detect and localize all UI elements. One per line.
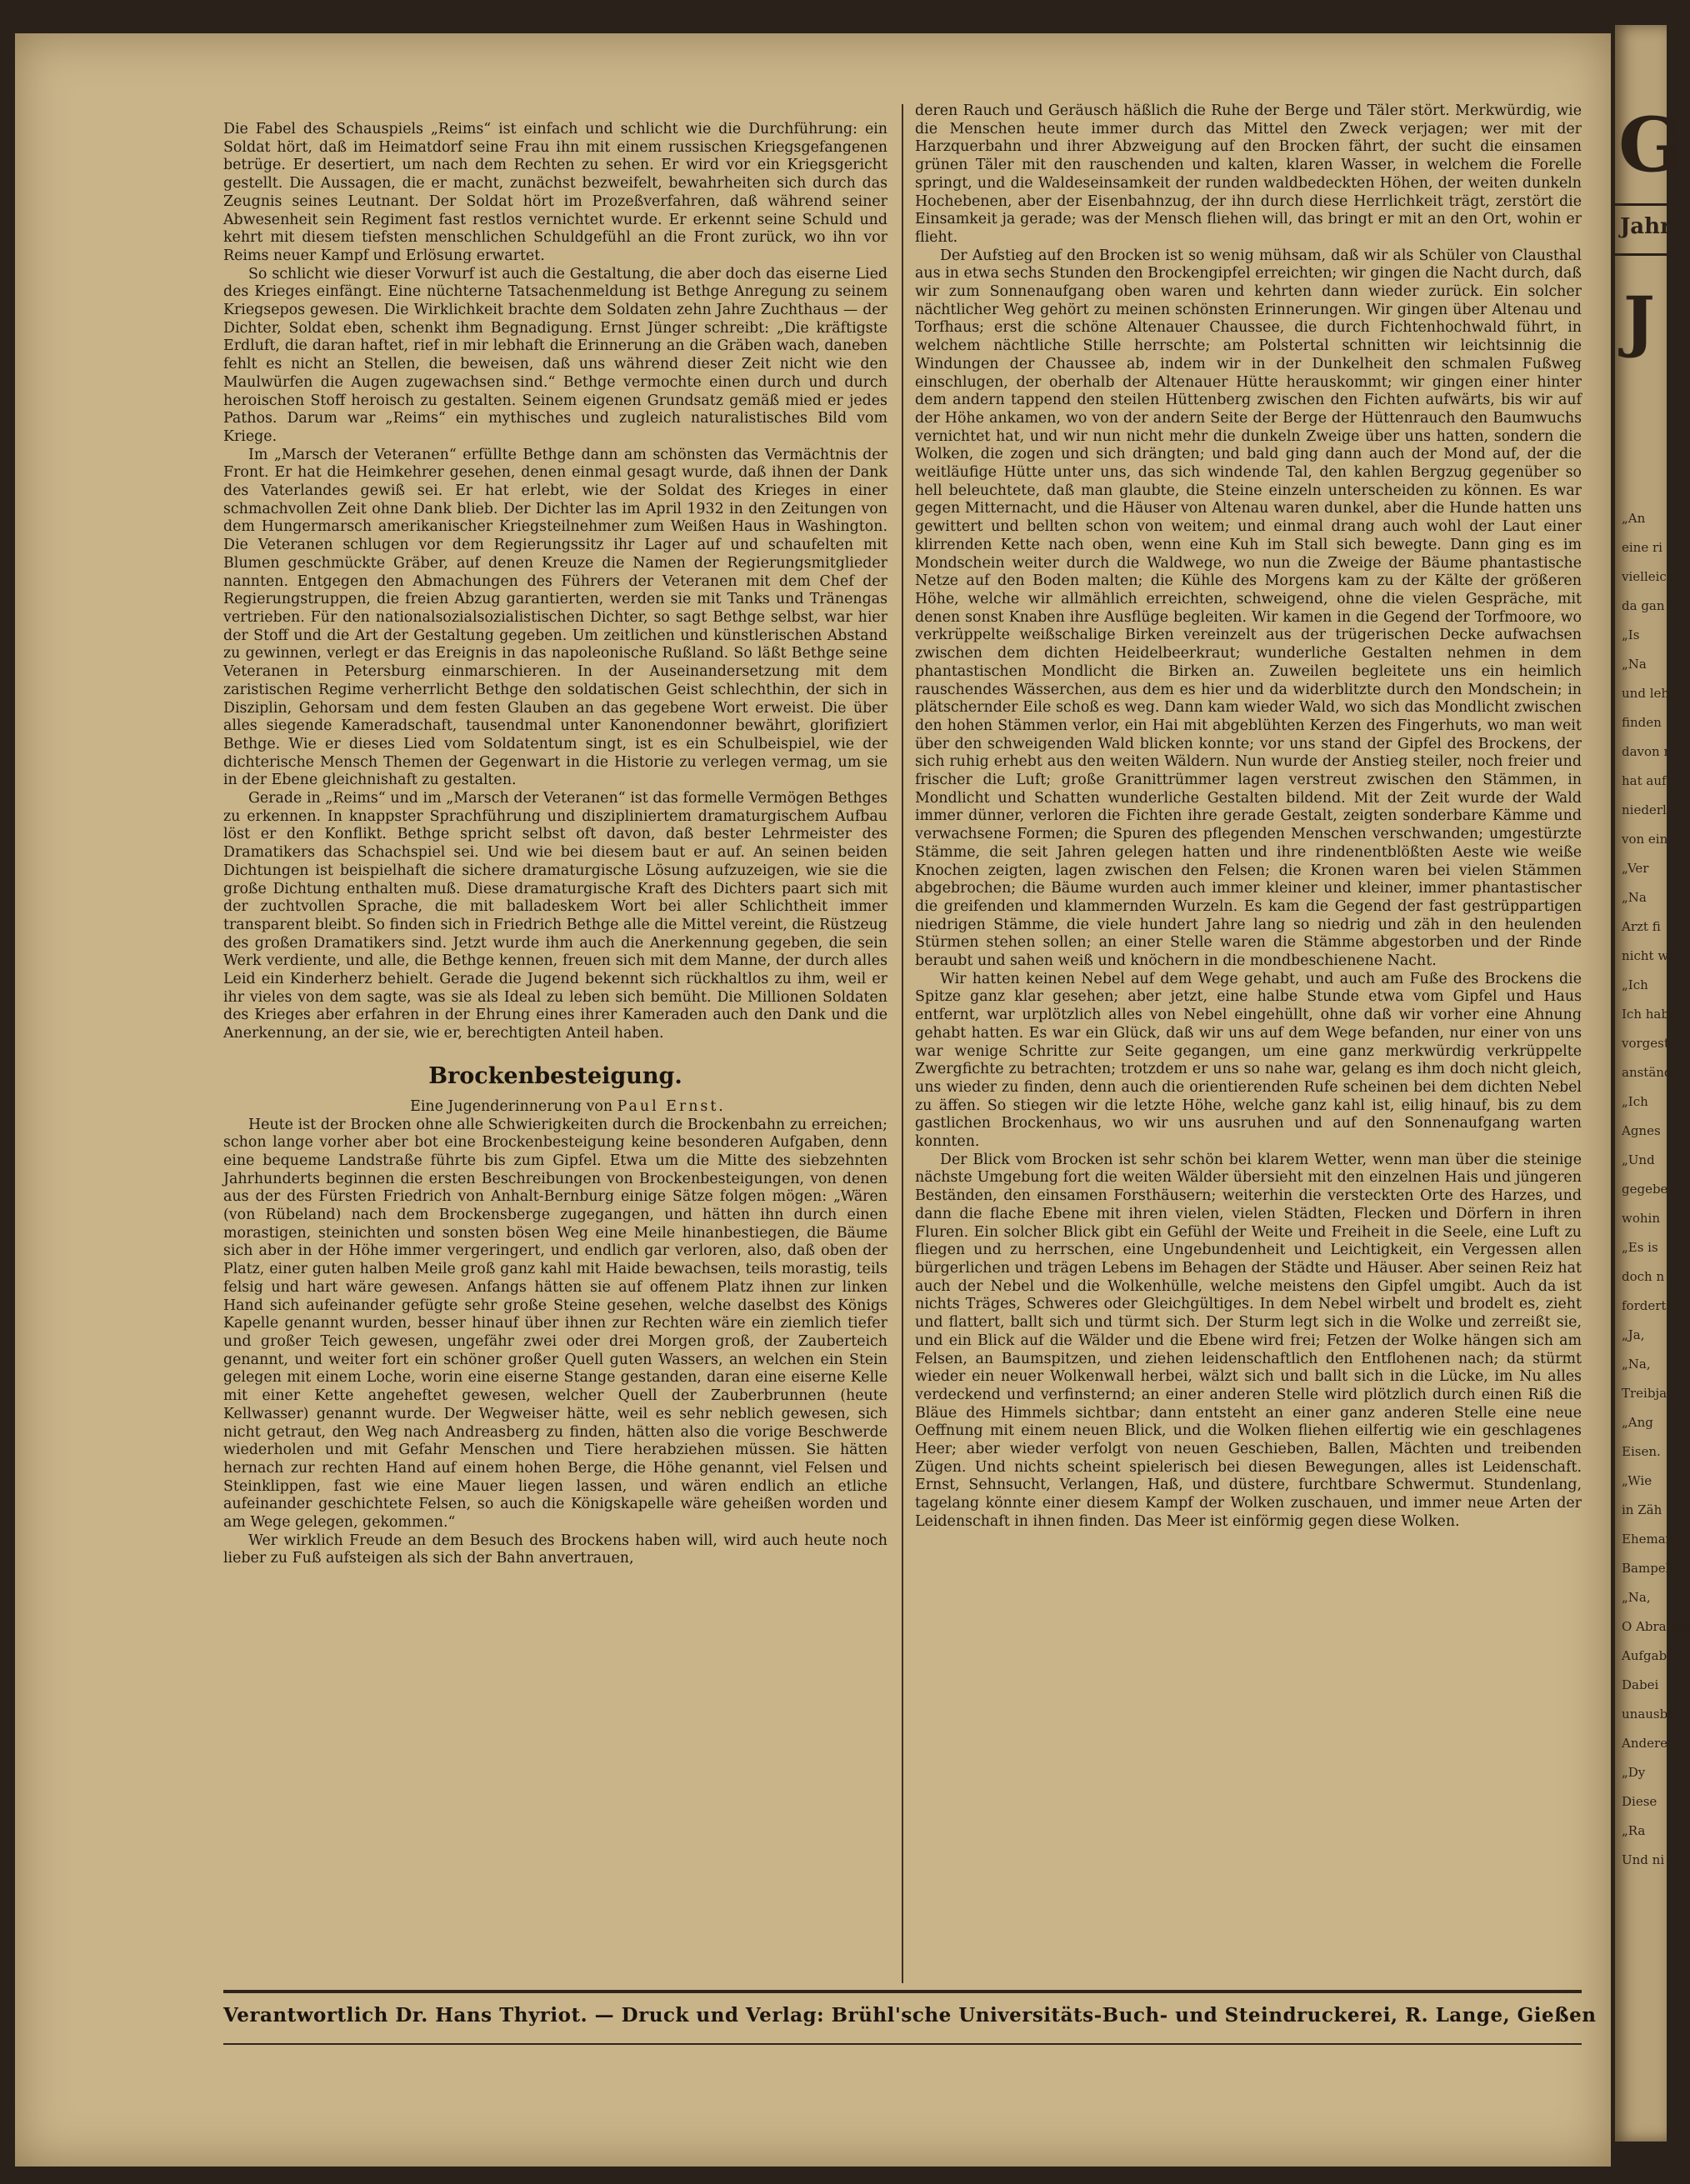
right-column: [915, 102, 1582, 1532]
edge-fragment: Ich habe: [1622, 1007, 1677, 1022]
edge-fragment: fordert!: [1622, 1298, 1672, 1314]
edge-top-letter: G: [1618, 101, 1682, 189]
column-divider: [902, 104, 903, 1983]
edge-fragment: Und ni: [1622, 1852, 1665, 1868]
edge-fragment: Dabei: [1622, 1677, 1659, 1693]
edge-fragment: „Und: [1622, 1152, 1655, 1168]
edge-fragment: vielleich: [1622, 569, 1675, 585]
edge-fragment: finden: [1622, 715, 1662, 731]
edge-fragment: Andere: [1622, 1736, 1668, 1752]
article-paragraph: Der Blick vom Brocken ist sehr schön bei klarem Wetter, wenn man über die steinige nächste Umgebung fort die weiten Wälder übersieht mit den einzelnen Hais und jüngeren Beständen, den einsamen Forsthäusern; weiterhin die versteckten Orte des Harzes, und dann die flache Ebene mit ihren vielen, vielen Städten, Flecken und Dörfern in ihren Fluren. Ein solcher Blick gibt ein Gefühl der Weite und Freiheit in die Seele, eine Luft zu fliegen und zu herrschen, eine Ungebundenheit und Leichtigkeit, ein Vergessen allen bürgerlichen und trägen Lebens im Behagen der Städte und Häuser. Aber seinen Reiz hat auch der Nebel und die Wolkenhülle, welche meistens den Gipfel umgibt. Auch da ist nichts Träges, Schweres oder Gleichgültiges. In dem Nebel wirbelt und brodelt es, zieht und flattert, ballt sich und türmt sich. Der Sturm legt sich in die Wolke und zerreißt sie, und ein Blick auf die Wälder und die Ebene wird frei; Fetzen der Wolke hängen sich am Felsen, an Baumspitzen, und ziehen leidenschaftlich den Entflohenen nach; da stürmt wieder ein neuer Wolkenwall herbei, wälzt sich und ballt sich in die Lücke, im Nu alles verdeckend und verfinsternd; an einer anderen Stelle wird plötzlich durch einen Riß die Bläue des Himmels sichtbar; dann entsteht an einer ganz anderen Stelle eine neue Oeffnung mit einem neuen Blick, und die Wolken fliehen eilfertig wie ein geschlagenes Heer; aber wieder verfolgt von neuen Geschieben, Ballen, Mächten und treibenden Zügen. Und nichts scheint spielerisch bei diesen Bewegungen, alles ist Leidenschaft. Ernst, Sehnsucht, Verlangen, Haß, und düstere, furchtbare Schwermut. Stundenlang, tagelang könnte einer diesem Kampf der Wolken zuschauen, und immer neue Arten der Leidenschaft in ihnen finden. Das Meer ist einförmig gegen diese Wolken.: [915, 1151, 1582, 1530]
article-paragraph: Wir hatten keinen Nebel auf dem Wege gehabt, und auch am Fuße des Brockens die Spitze ganz klar gesehen; aber jetzt, eine halbe Stunde etwa vom Gipfel und Haus entfernt, war urplötzlich alles von Nebel eingehüllt, ohne daß wir vorher eine Ahnung gehabt hatten. Es war ein Glück, daß wir uns auf dem Wege befanden, nur einer von uns war wenige Schritte zur Seite gegangen, um eine ganz merkwürdig verkrüppelte Zwergfichte zu betrachten; trotzdem er uns so nahe war, gelang es ihm doch nicht gleich, uns wieder zu finden, denn auch die orientierenden Rufe scheinen bei dem dichten Nebel zu äffen. So stiegen wir die letzte Höhe, welche ganz kahl ist, eilig hinauf, bis zu dem gastlichen Brockenhaus, wo wir uns ausruhen und auf den Sonnenaufgang warten konnten.: [915, 970, 1582, 1151]
edge-fragment: „Es is: [1622, 1240, 1658, 1256]
edge-fragment: in Zäh: [1622, 1502, 1662, 1518]
edge-fragment: niederl: [1622, 802, 1667, 818]
edge-fragment: „Na: [1622, 657, 1647, 672]
edge-fragment: Ehemann: [1622, 1532, 1682, 1547]
edge-rule: [1615, 203, 1667, 206]
edge-big-letter: J: [1623, 282, 1655, 361]
footer-rule-bottom: [223, 2043, 1582, 2045]
edge-fragment: „Ich: [1622, 977, 1648, 993]
edge-fragment: Arzt fi: [1622, 919, 1661, 935]
edge-fragment: „Ra: [1622, 1823, 1646, 1839]
edge-fragment: wohin: [1622, 1211, 1660, 1227]
article-paragraph: So schlicht wie dieser Vorwurf ist auch die Gestaltung, die aber doch das eiserne Lied des Krieges einfängt. Eine nüchterne Tatsachenmeldung ist Bethge Anregung zu seinem Kriegsepos gewesen. Die Wirklichkeit brachte dem Soldaten zehn Jahre Zuchthaus — der Dichter, Soldat eben, schenkt ihm Begnadigung. Ernst Jünger schreibt: „Die kräftigste Erdluft, die daran haftet, rief in mir lebhaft die Erinnerung an die Gräben wach, daneben fehlt es nicht an Stellen, die beweisen, daß uns während dieser Zeit nicht wie den Maulwürfen die Augen zugewachsen sind.“ Bethge vermochte einen durch und durch heroischen Stoff heroisch zu gestalten. Seinem eigenen Grundsatz gemäß mied er jedes Pathos. Darum war „Reims“ ein mythisches und zugleich naturalistisches Bild vom Kriege.: [223, 265, 888, 445]
edge-fragment: vorgeste: [1622, 1036, 1677, 1052]
edge-fragment: Agnes: [1622, 1123, 1661, 1139]
article-paragraph: Die Fabel des Schauspiels „Reims“ ist einfach und schlicht wie die Durchführung: ein Soldat hört, daß im Heimatdorf seine Frau ihn mit einem russischen Kriegsgefangenen betrüge. Er desertiert, um nach dem Rechten zu sehen. Er wird vor ein Kriegsgericht gestellt. Die Aussagen, die er macht, zunächst bezweifelt, bewahrheiten sich durch das Zeugnis seines Leutnant. Der Soldat hört im Prozeßverfahren, daß während seiner Abwesenheit sein Regiment fast restlos vernichtet wurde. Er erkennt seine Schuld und kehrt mit diesem tiefsten menschlichen Schuldgefühl an die Front zurück, wo ihn vor Reims neuer Kampf und Erlösung erwartet.: [223, 121, 888, 264]
edge-fragment: „Na,: [1622, 1590, 1651, 1606]
edge-fragment: „An: [1622, 511, 1646, 527]
edge-text-fragments: [1615, 511, 1690, 1868]
edge-fragment: nicht wi: [1622, 948, 1672, 964]
section-author: Paul Ernst.: [617, 1097, 726, 1115]
edge-fragment: eine ri: [1622, 540, 1662, 556]
article-paragraph: Im „Marsch der Veteranen“ erfüllte Bethge dann am schönsten das Vermächtnis der Front. Er hat die Heimkehrer gesehen, denen einmal gesagt wurde, daß ihnen der Dank des Vaterlandes gewiß sei. Er hat erlebt, wie der Soldat des Krieges in einer schmachvollen Zeit ohne Dank blieb. Der Dichter las im April 1932 in den Zeitungen von dem Hungermarsch amerikanischer Kriegsteilnehmer zum Weißen Haus in Washington. Die Veteranen schlugen vor dem Regierungssitz ihr Lager auf und schaufelten mit Blumen geschmückte Gräber, auf denen Kreuze die Namen der Regierungsmitglieder nannten. Entgegen den Abmachungen des Führers der Veteranen mit dem Chef der Regierungstruppen, die freien Abzug garantierten, werden sie mit Tanks und Tränengas vertrieben. Für den nationalsozialsozialistischen Dichter, so sagt Bethge selbst, war hier der Stoff und die Art der Gestaltung gegeben. Um zeitlichen und künstlerischen Abstand zu gewinnen, verlegt er das Ereignis in das napoleonische Rußland. So läßt Bethge seine Veteranen in Petersburg einmarschieren. In der Auseinandersetzung mit dem zaristischen Regime verherrlicht Bethge den soldatischen Geist schlechthin, der sich in Disziplin, Gehorsam und dem festen Glauben an das gegebene Wort erweist. Die über alles siegende Kameradschaft, tausendmal unter Kanonendonner bewährt, glorifiziert Bethge. Wie er dieses Lied vom Soldatentum singt, ist es ein Schulbeispiel, wie der dichterische Mensch Themen der Gegenwart in die Historie zu verlegen vermag, um sie in der Ebene gleichnishaft zu gestalten.: [223, 446, 888, 789]
edge-fragment: „Wie: [1622, 1473, 1652, 1489]
edge-fragment: Diese: [1622, 1794, 1658, 1810]
edge-fragment: doch n: [1622, 1269, 1665, 1285]
edge-fragment: und leh: [1622, 686, 1670, 702]
edge-fragment: „Ang: [1622, 1415, 1653, 1431]
left-column: [223, 121, 888, 1568]
edge-fragment: anständi: [1622, 1065, 1677, 1081]
edge-fragment: Bampelli: [1622, 1561, 1678, 1577]
edge-rule: [1615, 253, 1667, 256]
section-subtitle-prefix: Eine Jugenderinnerung von: [410, 1097, 613, 1115]
edge-fragment: davon r: [1622, 744, 1670, 760]
edge-fragment: Eisen.: [1622, 1444, 1661, 1460]
article-paragraph: Der Aufstieg auf den Brocken ist so wenig mühsam, daß wir als Schüler von Clausthal aus in etwa sechs Stunden den Brockengipfel erreichten; wir gingen die Nacht durch, daß wir zum Sonnenaufgang oben waren und kehrten dann wieder zurück. Ein solcher nächtlicher Weg gehört zu meinen schönsten Erinnerungen. Wir gingen über Altenau und Torfhaus; erst die schöne Altenauer Chaussee, die durch Fichtenhochwald führt, in welchem nächtliche Stille herrschte; am Polstertal schnitten wir leichtsinnig die Windungen der Chaussee ab, indem wir in der Dunkelheit den schmalen Fußweg einschlugen, der oberhalb der Altenauer Hütte herauskommt; wir gingen einer hinter dem andern tappend den steilen Hüttenberg zwischen den Fichten aufwärts, bis wir auf der Höhe ankamen, wo von der andern Seite der Berge der Hüttenrauch den Baumwuchs vernichtet hat, und wir nun nicht mehr die dunkeln Zweige über uns hatten, sondern die Wolken, die zogen und sich drängten; und bald ging dann auch der Mond auf, der die weitläufige Hütte unter uns, das sich windende Tal, den kahlen Bergzug gegenüber so hell beleuchtete, daß man glaubte, die Steine einzeln unterscheiden zu können. Es war gegen Mitternacht, und die Häuser von Altenau waren dunkel, aber die Hunde hatten uns gewittert und bellten schon von weitem; und einmal drang auch wohl der Laut einer klirrenden Kette nach oben, wenn eine Kuh im Stall sich bewegte. Dann ging es im Mondschein weiter durch die Waldwege, wo nun die Zweige der Bäume phantastische Netze auf den Boden malten; die Kühle des Morgens kam zu der Kälte der größeren Höhe, welche wir allmählich erreichten, schweigend, ohne die vielen Gespräche, mit denen sonst Knaben ihre Ausflüge begleiten. Wir kamen in die Gegend der Torfmoore, wo verkrüppelte weißschalige Birken vereinzelt aus der trügerischen Decke aufwachsen zwischen dem dichten Heidelbeerkraut; wunderliche Gestalten nehmen in dem phantastischen Mondlicht die Birken an. Zuweilen begleitete uns ein heimlich rauschendes Wässerchen, aus dem es hier und da widerblitzte durch den Mondschein; in plätschernder Eile schoß es weg. Dann kam wieder Wald, wo sich das Mondlicht zwischen den hohen Stämmen verlor, ein Hai mit abgeblühten Kerzen des Fingerhuts, wo man weit über den schweigenden Wald blicken konnte; vor uns stand der Gipfel des Brockens, der sich ruhig erhebt aus den weiten Wäldern. Nun wurde der Anstieg steiler, noch freier und frischer die Luft; große Granittrümmer lagen verstreut zwischen den Stämmen, in Mondlicht und Schatten wunderliche Gestalten bildend. Mit der Zeit wurde der Wald immer dünner, verloren die Fichten ihre gerade Gestalt, zeigten sonderbare Kämme und verwachsene Formen; die Spuren des pflegenden Menschen verschwanden; umgestürzte Stämme, die seit Jahren gelegen hatten und ihre rindenentblößten Aeste wie weiße Knochen zeigten, lagen zwischen den Felsen; die Kronen waren bei vielen Stämmen abgebrochen; die Bäume wurden auch immer kleiner und kleiner, immer phantastischer die greifenden und klammernden Wurzeln. Es kam die Gegend der fast gestrüppartigen niedrigen Stämme, die viele hundert Jahre lang so niedrig und zäh in den heulenden Stürmen stehen sollen; an einer Stelle waren die Stämme abgestorben und der Rinde beraubt und sahen weiß und knöchern in die mondbeschienene Nacht.: [915, 247, 1582, 970]
edge-fragment: hat auf: [1622, 773, 1667, 789]
edge-fragment: „Ja,: [1622, 1327, 1645, 1343]
section-title: Brockenbesteigung.: [428, 1062, 682, 1089]
article-paragraph: Heute ist der Brocken ohne alle Schwierigkeiten durch die Brockenbahn zu erreichen; schon lange vorher aber bot eine Brockenbesteigung keine besonderen Aufgaben, denn eine bequeme Landstraße führte bis zum Gipfel. Etwa um die Mitte des siebzehnten Jahrhunderts beginnen die ersten Beschreibungen von Brockenbesteigungen, von denen aus der des Fürsten Friedrich von Anhalt-Bernburg einige Sätze folgen mögen: „Wären (von Rübeland) nach dem Brockensberge zugegangen, und hätten ihn durch einen morastigen, steinichten und sonsten bösen Weg eine Meile hinanbestiegen, die Bäume sich aber in der Höhe immer vergeringert, und endlich gar verloren, also, daß oben der Platz, einer guten halben Meile groß ganz kahl mit Haide bewachsen, teils morastig, teils felsig und hart wäre gewesen. Anfangs hätten sie auf offenem Platz ihnen zur linken Hand sich aufeinander gefügte sehr große Steine gesehen, welche daselbst des Königs Kapelle genannt wurden, besser hinauf über ihnen zur Rechten wäre ein ziemlich tiefer und großer Teich gewesen, ungefähr zwei oder drei Morgen groß, der Zauberteich genannt, und weiter fort ein schöner großer Quell guten Wassers, an welchen ein Stein gelegen mit einem Loche, worin eine eiserne Stange gestanden, daran eine eiserne Kelle mit einer Kette angeheftet gewesen, welcher Quell der Zauberbrunnen (heute Kellwasser) genannt wurde. Der Wegweiser hätte, weil es sehr neblich gewesen, sich nicht getraut, den Weg nach Andreasberg zu finden, hätten also die vorige Beschwerde wiederholen und mit Gefahr Menschen und Tiere herabziehen müssen. Sie hätten hernach zur rechten Hand auf einem hohen Berge, die Höhe genannt, viel Felsen und Steinklippen, fast wie eine Mauer liegen lassen, und wären endlich an etliche aufeinander geschichtete Felsen, so auch die Königskapelle wäre geheißen worden und am Wege gelegen, gekommen.“: [223, 1116, 888, 1532]
edge-fragment: „Ver: [1622, 861, 1649, 877]
article-paragraph: Wer wirklich Freude an dem Besuch des Brockens haben will, wird auch heute noch lieber zu Fuß aufsteigen als sich der Bahn anvertrauen,: [223, 1532, 888, 1567]
article-paragraph: Gerade in „Reims“ und im „Marsch der Veteranen“ ist das formelle Vermögen Bethges zu erkennen. In knappster Sprachführung und diszipliniertem dramaturgischem Aufbau löst er den Konflikt. Bethge spricht selbst oft davon, daß bester Lehrmeister des Dramatikers das Schachspiel sei. Und wie bei diesem baut er auf. An seinen beiden Dichtungen ist beispielhaft die sichere dramaturgische Lösung aufzuzeigen, wie sie die große Dichtung enthalten muß. Diese dramaturgische Kraft des Dichters paart sich mit der zuchtvollen Sprache, die mit balladeskem Wort bei aller Schlichtheit immer transparent bleibt. So finden sich in Friedrich Bethge alle die Mittel vereint, die Rüstzeug des großen Dramatikers sind. Jetzt wurde ihm auch die Anerkennung gegeben, die sein Werk verdiente, und alle, die Bethge kennen, freuen sich mit dem Manne, der durch alles Leid ein Kinderherz behielt. Gerade die Jugend bekennt sich rückhaltlos zu ihm, weil er ihr vieles von dem sagte, was sie als Ideal zu leben sich bemüht. Die Millionen Soldaten des Krieges aber erfahren in der Ehrung eines ihrer Kameraden auch den Dank und die Anerkennung, an der sie, wie er, berechtigten Anteil haben.: [223, 790, 888, 1042]
footer-rule-top: [223, 1990, 1582, 1993]
edge-fragment: unausbl: [1622, 1707, 1672, 1722]
edge-fragment: „Ich: [1622, 1094, 1648, 1110]
edge-fragment: von ein: [1622, 832, 1668, 847]
edge-fragment: O Abrahen: [1622, 1619, 1690, 1635]
edge-fragment: „Na: [1622, 890, 1647, 906]
edge-fragment: Treibjag: [1622, 1386, 1675, 1402]
edge-fragment: „Dy: [1622, 1765, 1646, 1781]
imprint-footer: Verantwortlich Dr. Hans Thyriot. — Druck und Verlag: Brühl'sche Universitäts-Buch- und Steindruckerei, R. Lange, Gießen: [223, 2004, 1597, 2027]
edge-fragment: Aufgabe: [1622, 1648, 1675, 1664]
edge-fragment: „Is: [1622, 627, 1640, 643]
edge-bold-label: Jahr: [1620, 214, 1672, 239]
adjacent-page-edge: [1615, 25, 1690, 2142]
edge-fragment: gegebe: [1622, 1182, 1668, 1197]
edge-fragment: da gan: [1622, 598, 1665, 614]
article-paragraph: deren Rauch und Geräusch häßlich die Ruhe der Berge und Täler stört. Merkwürdig, wie die Menschen heute immer durch das Mittel den Zweck verjagen; wer mit der Harzquerbahn und ihrer Abzweigung auf den Brocken fährt, der sucht die einsamen grünen Täler mit den rauschenden und kalten, klaren Wasser, in welchem die Forelle springt, und die Waldeseinsamkeit der runden waldbedeckten Höhen, der weiten dunkeln Hochebenen, aber der Eisenbahnzug, der ihn durch diese Herrlichkeit trägt, zerstört die Einsamkeit ja gerade; was der Mensch fliehen will, das bringt er mit an den Ort, wohin er flieht.: [915, 102, 1582, 246]
edge-fragment: „Na,: [1622, 1357, 1651, 1372]
section-subtitle: [223, 1098, 888, 1117]
